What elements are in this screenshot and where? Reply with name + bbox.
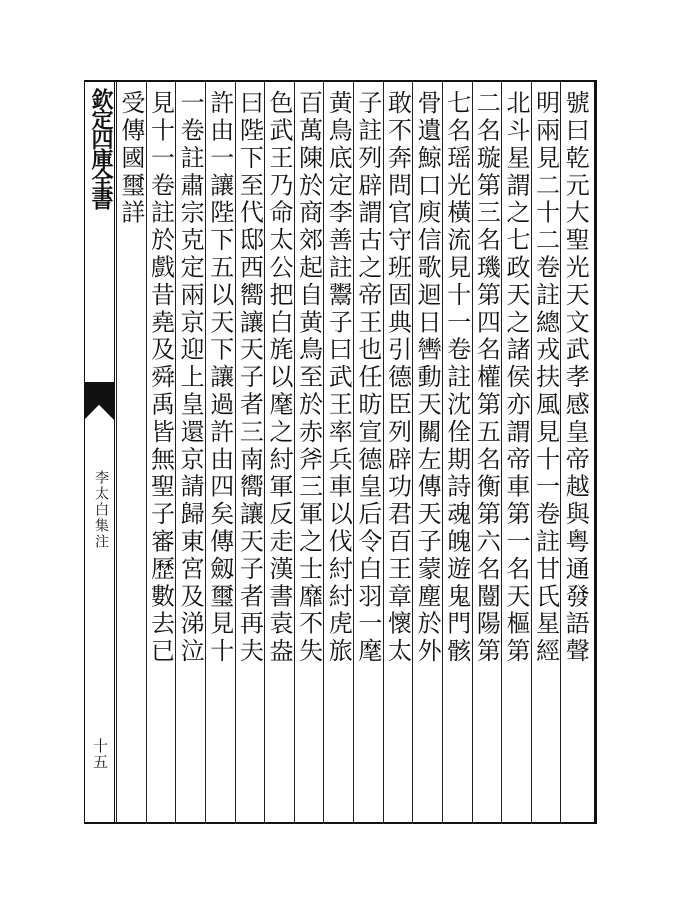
margin-title: 欽定四庫全書: [88, 88, 114, 208]
column-rule: [116, 82, 117, 824]
column-rule: [531, 82, 532, 824]
text-column: 號曰乾元大聖光天文武孝感皇帝越與粤通發語聲: [561, 90, 590, 666]
text-column: 二名璇第三名璣第四名權第五名衡第六名闓陽第: [472, 90, 501, 666]
column-rule: [383, 82, 384, 824]
frame-bottom: [84, 822, 596, 824]
column-rule: [235, 82, 236, 824]
column-rule: [323, 82, 324, 824]
column-rule: [560, 82, 561, 824]
column-rule: [353, 82, 354, 824]
column-rule: [472, 82, 473, 824]
column-rule: [205, 82, 206, 824]
text-column: 一卷註肅宗克定兩京迎上皇還京請歸東宮及涕泣: [176, 90, 205, 666]
fishtail-mark-icon: [84, 382, 114, 420]
text-column: 受傳國璽詳: [116, 90, 145, 227]
column-rule: [501, 82, 502, 824]
column-rule: [146, 82, 147, 824]
column-rule: [412, 82, 413, 824]
column-rule: [294, 82, 295, 824]
column-rule: [264, 82, 265, 824]
frame-top: [84, 80, 596, 82]
text-column: 骨遺鯨口庾信歌迴日轡動天關左傳天子蒙塵於外: [413, 90, 442, 666]
text-column: 敢不奔問官守班固典引德臣列辟功君百王章懷太: [383, 90, 412, 666]
page-margin: [84, 82, 114, 824]
text-column: 北斗星謂之七政天之諸侯亦謂帝車第一名天樞第: [501, 90, 530, 666]
text-column: 七名瑶光橫流見十一卷註沈佺期詩魂魄遊鬼門骸: [442, 90, 471, 666]
text-column: 百萬陳於商郊起自黄鳥至於赤斧三軍之士靡不失: [294, 90, 323, 666]
text-column: 色武王乃命太公把白旄以麾之紂軍反走漢書袁盎: [264, 90, 293, 666]
text-column: 子註列辟謂古之帝王也任昉宣德皇后令白羽一麾: [353, 90, 382, 666]
text-column: 許由一讓陛下五以天下讓過許由四矣傳劔璽見十: [205, 90, 234, 666]
text-column: 明兩見二十二卷註總戎扶風見十一卷註甘氏星經: [531, 90, 560, 666]
text-column: 黄鳥底定李善註鬻子曰武王率兵車以伐紂紂虎旅: [324, 90, 353, 666]
text-column: 曰陛下至代邸西嚮讓天子者三南嚮讓天子者再夫: [235, 90, 264, 666]
page-number: 十五: [91, 738, 109, 770]
column-rule: [175, 82, 176, 824]
margin-subtitle: 李太白集注: [93, 470, 109, 550]
frame-right: [594, 80, 597, 824]
column-rule: [442, 82, 443, 824]
text-column: 見十一卷註於戲昔堯及舜禹皆無聖子審歷數去已: [146, 90, 175, 666]
